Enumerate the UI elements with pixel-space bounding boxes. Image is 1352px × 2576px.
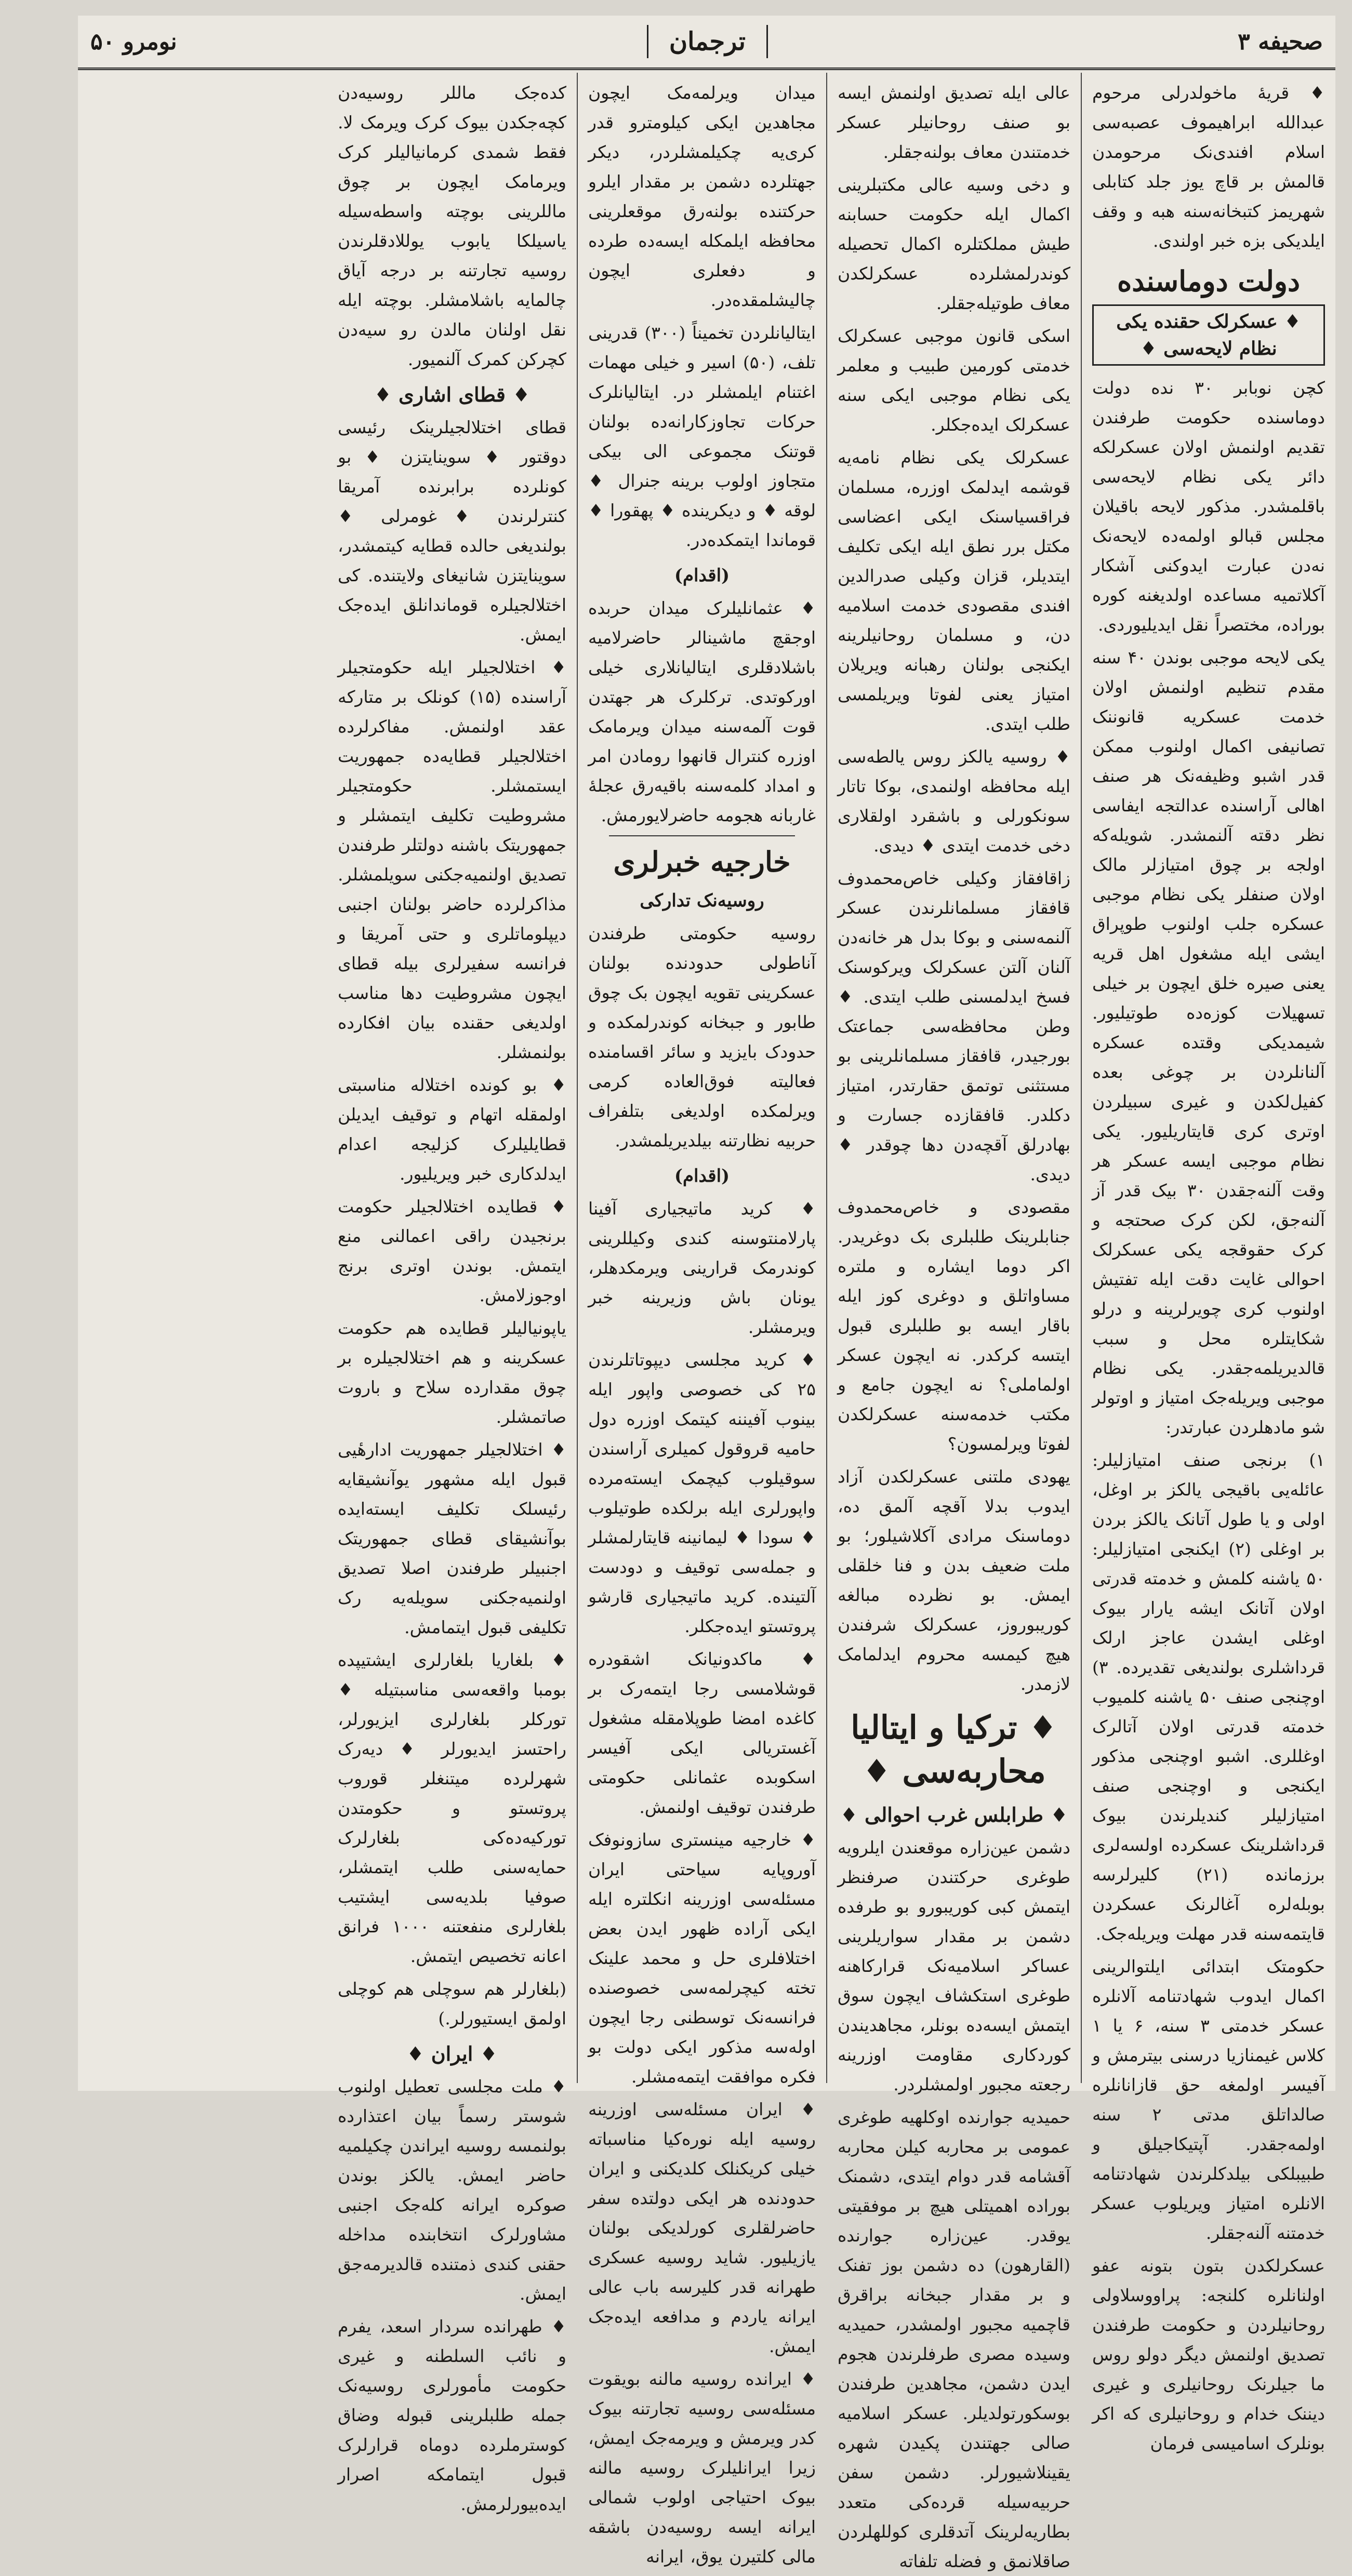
paragraph: ♦ ایرانده روسیه مالنه بویقوت مسئله‌سی روسیه تجارتنه بیوک کدر ویرمش و ویرمه‌جک ایمش، زیرا ایرانلیلرک روسیه مالنه بیوک احتیاجی اولوب شمالی ایرانه ایسه روسیه‌دن باشقه مالی کلتیرن یوق، ایرانه	[588, 2369, 816, 2567]
paragraph: میدان ویرلمه‌مک ایچون مجاهدین ایکی کیلومترو قدر کری‌یه چکیلمشلردر، دیکر جهتلرده دشمن بر مقدار ایلرو حرکتنده بولنه‌رق موقعلرینی محافظه ایلمکله ایسه‌ده طرده و دفعلری ایچون چالیشلمقده‌در.	[588, 83, 816, 310]
paragraph: ♦ کرید مجلسی دیپوتاتلرندن ۲۵ کی خصوصی واپور ایله بینوب آفیننه کیتمک اوزره دول حامیه قروقول کمیلری آراسندن سوقیلوب کیچمک ایسته‌مرده واپورلری ایله برلکده طوتیلوب ♦ سودا ♦ لیمانینه قایتارلمشلر و جمله‌سی توقیف و دودست آلتینده. کرید ماتیجیاری قارشو پروتستو ایده‌جکلر.	[588, 1350, 816, 1636]
paragraph: ♦ اختلالجیلر ایله حکومتجیلر آراسنده (۱۵) کونلک بر متارکه عقد اولنمش. مفاکرلرده اختلالجیلر قطایه‌ده جمهوریت ایستمشلر. حکومتجیلر مشروطیت تکلیف ایتمشلر و جمهوریتک باشنه دولتلر طرفندن تصدیق اولنمیه‌جکنی سویلمشلر. مذاکرلرده حاضر بولنان اجنبی دیپلوماتلری و حتی آمریقا و فرانسه سفیرلری بیله قطای ایچون مشروطیت دها مناسب اولدیغی حقنده بیان افکارده بولنمشلر.	[338, 657, 567, 1062]
paragraph: ♦ اختلالجیلر جمهوریت ادارهٔیی قبول ایله مشهور یوآنشیقایه رئیسلک تکلیف ایسته‌ایده بوآنشیقای قطای جمهوریتک اجنبیلر طرفندن اصلا تصدیق اولنمیه‌جکنی سویله‌یه رک تکلیفی قبول ایتمامش.	[338, 1439, 566, 1637]
column-2	[826, 73, 1081, 2571]
paragraph: یکی لایحه موجبی بوندن ۴۰ سنه مقدم تنظیم اولنمش اولان خدمت عسکریه قانوننک تصانیفی اکمال اولنوب ممکن قدر اشبو وظیفه‌نک هر صنف اهالی آراسنده عدالتجه ایفاسی نظر دقته آلنمشدر. شویله‌که اولجه بر چوق امتیازلر مالک اولان صنفلر یکی نظام موجبی عسکره جلب اولنوب طوپراق ایشی ایله مشغول اهل قریه یعنی صیره خلق ایچون بر خیلی تسهیلات کوزه‌ده طوتیلیور. شیمدیکی وقتده عسکره آلنانلردن بر چوغی بعده کفیل‌لکدن و غیری سبیلردن اوتری کری قایتاریلیور. یکی نظام موجبی ایسه عسکر هر وقت آلنه‌جقدن ۳۰ بیک قدر آز آلنه‌جق، لکن کرک صحتجه و کرک حقوقجه یکی عسکرلک احوالی غایت دقت ایله تفتیش اولنوب کری چویرلرینه و درلو شکایتلره محل و سبب قالدیریلمه‌جقدر. یکی نظام موجبی ویریله‌جک امتیاز و اوتولر شو مادهلردن عبارتدر:	[1092, 647, 1325, 1437]
newspaper-name: ترجمان	[647, 25, 768, 58]
paragraph: ♦ روسیه یالکز روس یالطه‌سی ایله محافظه اولنمدی، بوکا تاتار سونکورلی و باشقرد اولقلاری دخی خدمت ایتدی ♦ دیدی.	[838, 746, 1070, 856]
section-subheading: ♦ قطای اشاری ♦	[374, 383, 531, 406]
paragraph: ♦ کرید ماتیجیاری آفینا پارلامنتوسنه کندی وکیللرینی کوندرمک قرارینی ویرمکدهلر، یونان باش وزیرینه خبر ویرمشلر.	[588, 1198, 816, 1337]
source-attribution: (اقدام)	[674, 565, 730, 586]
paragraph: ♦ ایران مسئله‌سی اوزرینه روسیه ایله نوره‌کیا مناسباته خیلی کریکنلک کلدیکنی و ایران حدودنده هر ایکی دولتده سفر حاضرلقلری کورلدیکی بولنان یازیلیور. شاید روسیه عسکری طهرانه قدر کلیرسه باب عالی ایرانه یاردم و مدافعه ایده‌جک ایمش.	[588, 2099, 816, 2356]
section-subheading: ♦ ایران ♦	[406, 2042, 498, 2065]
column-3	[577, 73, 826, 2567]
article-title: ♦ ترکیا و ایتالیا محاربه‌سی ♦	[851, 1709, 1057, 1790]
boxed-subheading: ♦ عسکرلک حقنده یکی نظام لایحه‌سی ♦	[1092, 304, 1325, 366]
paragraph: عسکرلک یکی نظام نامه‌یه قوشمه ایدلمک اوزره، مسلمان فراقسیاسنک ایکی اعضاسی مکتل برر نطق ایله ایکی تکلیف ایتدیلر، قزان وکیلی صدرالدین افندی مقصودی خدمت اسلامیه دن، و مسلمان روحانیلرینه ایکنجی بولنان رهبانه ویریلان امتیاز یعنی لفوتا ویریلمسی طلب ایتدی.	[838, 447, 1070, 734]
page-number-label: صحیفه ۳	[1238, 28, 1323, 55]
paragraph: حکومتک ابتدائی ایلتوالرینی اکمال ایدوب شهادتنامه آلانلره عسکر خدمتی ۳ سنه، ۶ یا ۱ کلاس غیمنازیا درسنی بیترمش و آفیسر اولمغه حق قازانانلره صالداتلق مدتی ۲ سنه اولمه‌جقدر. آپتیکاجیلق و طبیبلکی بیلدکلرندن شهادتنامه الانلره امتیاز ویریلوب عسکر خدمتنه آلنه‌جقلر.	[1092, 1956, 1326, 2243]
columns	[78, 73, 1335, 2571]
paragraph: ♦ بو کونده اختلاله مناسبتی اولمقله اتهام و توقیف ایدیلن قطایلیلرک کزلیجه اعدام ایدلدکاری خبر ویریلیور.	[338, 1075, 566, 1184]
paragraph: ♦ ملت مجلسی تعطیل اولنوب شوستر رسماً بیان اعتذارده بولنمسه روسیه ایراندن چکیلمیه حاضر ایمش. یالکز بوندن صوکره ایرانه کله‌جک اجنبی مشاورلرک انتخابنده مداخله حقنی کندی ذمتنده قالدیرمه‌جق ایمش.	[338, 2076, 566, 2304]
paragraph: (بلغارلر هم سوچلی هم کوچلی اولمق ایستیورلر.)	[338, 1979, 566, 2028]
article-subheading: روسیه‌نک تدارکی	[640, 890, 764, 911]
paragraph: یاپونیالیلر قطایده هم حکومت عسکرینه و هم اختلالجیلره بر چوق مقدارده سلاح و باروت صاتمشلر.	[338, 1318, 566, 1427]
paragraph: کچن نوبابر ۳۰ نده دولت دوماسنده حکومت طرفندن تقدیم اولنمش اولان عسکرلکه دائر یکی نظام لایحه‌سی باقلمشدر. مذکور لایحه باقیلان مجلس قبالو اولمه‌ده لایحه‌نک نه‌دن عبارت ایدوکنی آشکار آکلاتمیه مساعده اولدیغنه کوره بوراده، مختصراً نقل ایدیلیوردی.	[1092, 378, 1325, 635]
paragraph: ♦ قریهٔ ماخولدرلی مرحوم عبدالله ابراهیموف عصبه‌سی اسلام افندی‌نک مرحومدن قالمش بر قاچ یوز جلد کتابلی شهریمز کتبخانه‌سنه هبه و وقف ایلدیکی بزه خبر اولندی.	[1092, 83, 1325, 251]
paragraph: مقصودی و خاص‌محمدوف جنابلرینک طلبلری بک دوغریدر. اکر دوما ایشاره و ملتره مساواتلق و دوغری کوز ایله باقار ایسه بو طلبلری قبول ایتسه کرکدر. نه ایچون عسکر اولماملی؟ نه ایچون جامع و مکتب خدمه‌سنه عسکرلکدن لفوتا ویرلمسون؟	[838, 1197, 1070, 1454]
column-1	[1081, 73, 1335, 2453]
divider	[609, 835, 795, 836]
page-header	[78, 16, 1335, 70]
paragraph: و دخی وسیه عالی مکتبلرینی اکمال ایله حکومت حسابنه طیش مملکتلره اکمال تحصیله کوندرلمشلرده عسکرلکدن معاف طوتیله‌جقلر.	[838, 175, 1070, 313]
article-subheading: ♦ طرابلس غرب احوالی ♦	[840, 1803, 1068, 1826]
paragraph: ♦ طهرانده سردار اسعد، یفرم و نائب السلطنه و غیری حکومت مأمورلری روسیه‌نک جمله طلبلرینی قبوله وضاق کوسترملرده دوماه قرارلرک قبول ایتمامکه اصرار ایده‌بیورلرمش.	[338, 2316, 566, 2514]
paragraph: اسکی قانون موجبی عسکرلک خدمتی کورمین طبیب و معلمر یکی نظام موجبی ایکی سنه عسکرلک ایده‌جکلر.	[838, 326, 1070, 435]
paragraph: عالی ایله تصدیق اولنمش ایسه بو صنف روحانیلر عسکر خدمتندن معاف بولنه‌جقلر.	[838, 83, 1070, 162]
paragraph: ♦ عثمانلیلرک میدان حربده اوجقچ ماشینالر حاضرلامیه باشلادقلری ایتالیانلاری خیلی اورکوتدی. ترکلرک هر جهتدن قوت آلمه‌سنه میدان ویرمامک اوزره کنترال قانهوا رومادن امر و امداد کلمه‌سنه باقیه‌رق عجلهٔ غاربانه هجومه حاضرلایورمش.	[588, 598, 816, 825]
paragraph: کده‌جک ماللر روسیه‌دن کچه‌جکدن بیوک کرک ویرمک لا. فقط شمدی کرمانیالیلر کرک ویرمامک ایچون بر چوق ماللرینی بوچته واسطه‌سیله یاسیلکا یابوب یوللادقلرندن روسیه تجارتنه بر درجه آیاق چالمایه باشلامشلر. بوچته ایله نقل اولنان مالدن رو سیه‌دن کچرکن کمرک آلنمیور.	[338, 83, 566, 369]
paragraph: ♦ خارجیه مینستری سازونوفک آوروپایه سیاحتی ایران مسئله‌سی اوزرینه انکلتره ایله ایکی آراده ظهور ایدن بعض اختلافلری حل و محمد علینک تخته کیچرلمه‌سی خصوصنده فرانسه‌نک توسطنی رجا ایچون اوله‌سه مذکور ایکی دولت بو فکره موافقت ایتمه‌مشلر.	[588, 1830, 816, 2087]
paragraph: ♦ ماکدونیانک اشقودره قوشلامسی رجا ایتمه‌رک بر کاغده امضا طوپلامقله مشغول آغستریالی ایکی آفیسر اسکوبده عثمانلی حکومتی طرفندن توقیف اولنمش.	[588, 1649, 816, 1817]
paragraph: قطای اختلالجیلرینک رئیسی دوقتور ♦ سوینایتزن ♦ بو کونلرده برابرنده آمریقا کنترلرندن ♦ غومرلی ♦ بولندیغی حالده قطایه کیتمشدر، سوینایتزن شانیغای ولایتنده. کی اختلالجیلره قوماندانلق ایده‌جک ایمش.	[338, 417, 566, 645]
paragraph: ♦ قطایده اختلالجیلر حکومت برنجیدن راقی اعمالنی منع ایتمش. بوندن اوتری برنج اوجوزلامش.	[338, 1196, 566, 1305]
column-4	[327, 73, 577, 2514]
section-heading: خارجیه خبرلری	[613, 845, 791, 878]
paragraph: ایتالیانلردن تخمیناً (۳۰۰) قدرینی تلف، (۵۰) اسیر و خیلی مهمات اغتنام ایلمشلر در. ایتالیانلرک حرکات تجاوزکارانه‌ده بولنان قوتنک مجموعی الی بیکی متجاوز اولوب برینه جنرال ♦ لوقه ♦ و دیکرینده ♦ پهقورا ♦ قوماندا ایتمکده‌در.	[588, 323, 816, 550]
paragraph: عسکرلکدن بتون بتونه عفو اولنانلره کلنجه: پراووسلاولی روحانیلردن و حکومت طرفندن تصدیق اولنمش دیگر دولو روس ما جیلرنک روحانیلری و غیری دیننک خدام و روحانیلری که اکر بونلرک اسامیسی فرمان	[1092, 2255, 1325, 2453]
paragraph: حمیدیه جوارنده اوکلهیه طوغری عمومی بر محاربه کیلن محاربه آقشامه قدر دوام ایتدی، دشمنک بوراده اهمیتلی هیچ بر موفقیتی یوقدر. عین‌زاره جوارنده (القارهون) ده دشمن بوز تفنک و بر مقدار جبخانه براقرق قاچمیه مجبور اولمشدر، حمیدیه وسیده مصری طرفلرندن هجوم ایدن دشمن، مجاهدین طرفندن بوسکورتولدیلر. عسکر اسلامیه صالی جهتندن پکیدن شهره یقینلاشیورلر. دشمن سفن حربیه‌سیله قرده‌کی متعدد بطاریه‌لرینک آتدقلری کوللهلردن صاقلانمق و فضله تلفاته	[838, 2107, 1070, 2571]
paragraph: ♦ بلغاریا بلغارلری ایشتیپده بومبا واقعه‌سی مناسبتیله ♦ تورکلر بلغارلری ایزیورلر، راحتسز ایدیورلر ♦ دیه‌رک شهرلرده میتنغلر قوروب پروتستو و حکومتدن تورکیه‌ده‌کی بلغارلرک حمایه‌سنی طلب ایتمشلر، صوفیا بلدیه‌سی ایشتیب بلغارلری منفعتنه ۱۰۰۰ فرانق اعانه تخصیص ایتمش.	[338, 1650, 566, 1966]
paragraph: دشمن عین‌زاره موقعندن ایلرویه طوغری حرکتندن صرفنظر ایتمش کبی کوریبورو بو طرفده دشمن بر مقدار سواریلرینی عساکر اسلامیه‌نک قرارکاهنه طوغری استکشاف ایچون سوق ایتمش ایسه‌ده بونلر، مجاهدیندن کوردکاری مقاومت اوزرینه رجعته مجبور اولمشلردر.	[838, 1837, 1070, 2094]
section-heading: دولت دوماسنده	[1117, 264, 1301, 298]
paragraph: روسیه حکومتی طرفندن آناطولی حدودنده بولنان عسکرینی تقویه ایچون بک چوق طابور و جبخانه کوندرلمکده و حدودک بایزید و سائر اقسامنده فعالیته فوق‌العاده کرمی ویرلمکده اولدیغی بتلفراف حربیه نظارتنه بیلدیریلمشدر.	[588, 923, 816, 1151]
paragraph: ۱) برنجی صنف امتیازلیلر: عائله‌یی باقیجی یالکز بر اوغل، اولی و یا طول آتانک یالکز بردن بر اوغلی (۲) ایکنجی امتیازلیلر: ۵۰ یاشنه کلمش و خدمته قدرتی اولان آتانک ایشه یارار بیوک اوغلی ایشدن عاجز ارلک قرداشلری بولندیغی تقدیرده. ۳) اوچنجی صنف ۵۰ یاشنه کلمیوب خدمته قدرتی اولان آتالرک اوغللری. اشبو اوچنجی مذکور ایکنجی و اوچنجی صنف امتیازلیلر کندیلرندن بیوک قرداشلرینک عسکرده اولسه‌لری برزمانده (۲۱) کلیرلرسه بوبله‌لره آغالرنک عسکردن قایتمه‌سنه قدر مهلت ویریله‌جک.	[1092, 1450, 1325, 1944]
source-attribution: (اقدام)	[674, 1166, 730, 1186]
newspaper-page	[78, 16, 1335, 2571]
issue-number-label: نومرو ۵۰	[90, 28, 177, 55]
paragraph: یهودی ملتنی عسکرلکدن آزاد ایدوب بدلا آقچه آلمق ده، دوماسنک مرادی آکلاشیلور؛ بو ملت ضعیف بدن و فنا خلقلی ایمش. بو نظرده مبالغه کوریبوروز، عسکرلک شرفندن هیچ کیمسه محروم ایدلمامک لازمدر.	[838, 1466, 1070, 1694]
paragraph: زاقافقاز وکیلی خاص‌محمدوف قافقاز مسلمانلرندن عسکر آلنمه‌سنی و بوکا بدل هر خانه‌دن آلنان آلتن عسکرلک ویرکوسنک فسخ ایدلمسنی طلب ایتدی. ♦ وطن محافظه‌سی جماعتک بورجیدر، قافقاز مسلمانلرینی بو مستثنی توتمق حقارتدر، امتیاز دکلدر. قافقازده جسارت و بهادرلق آقچه‌دن دها چوقدر ♦ دیدی.	[838, 868, 1070, 1184]
